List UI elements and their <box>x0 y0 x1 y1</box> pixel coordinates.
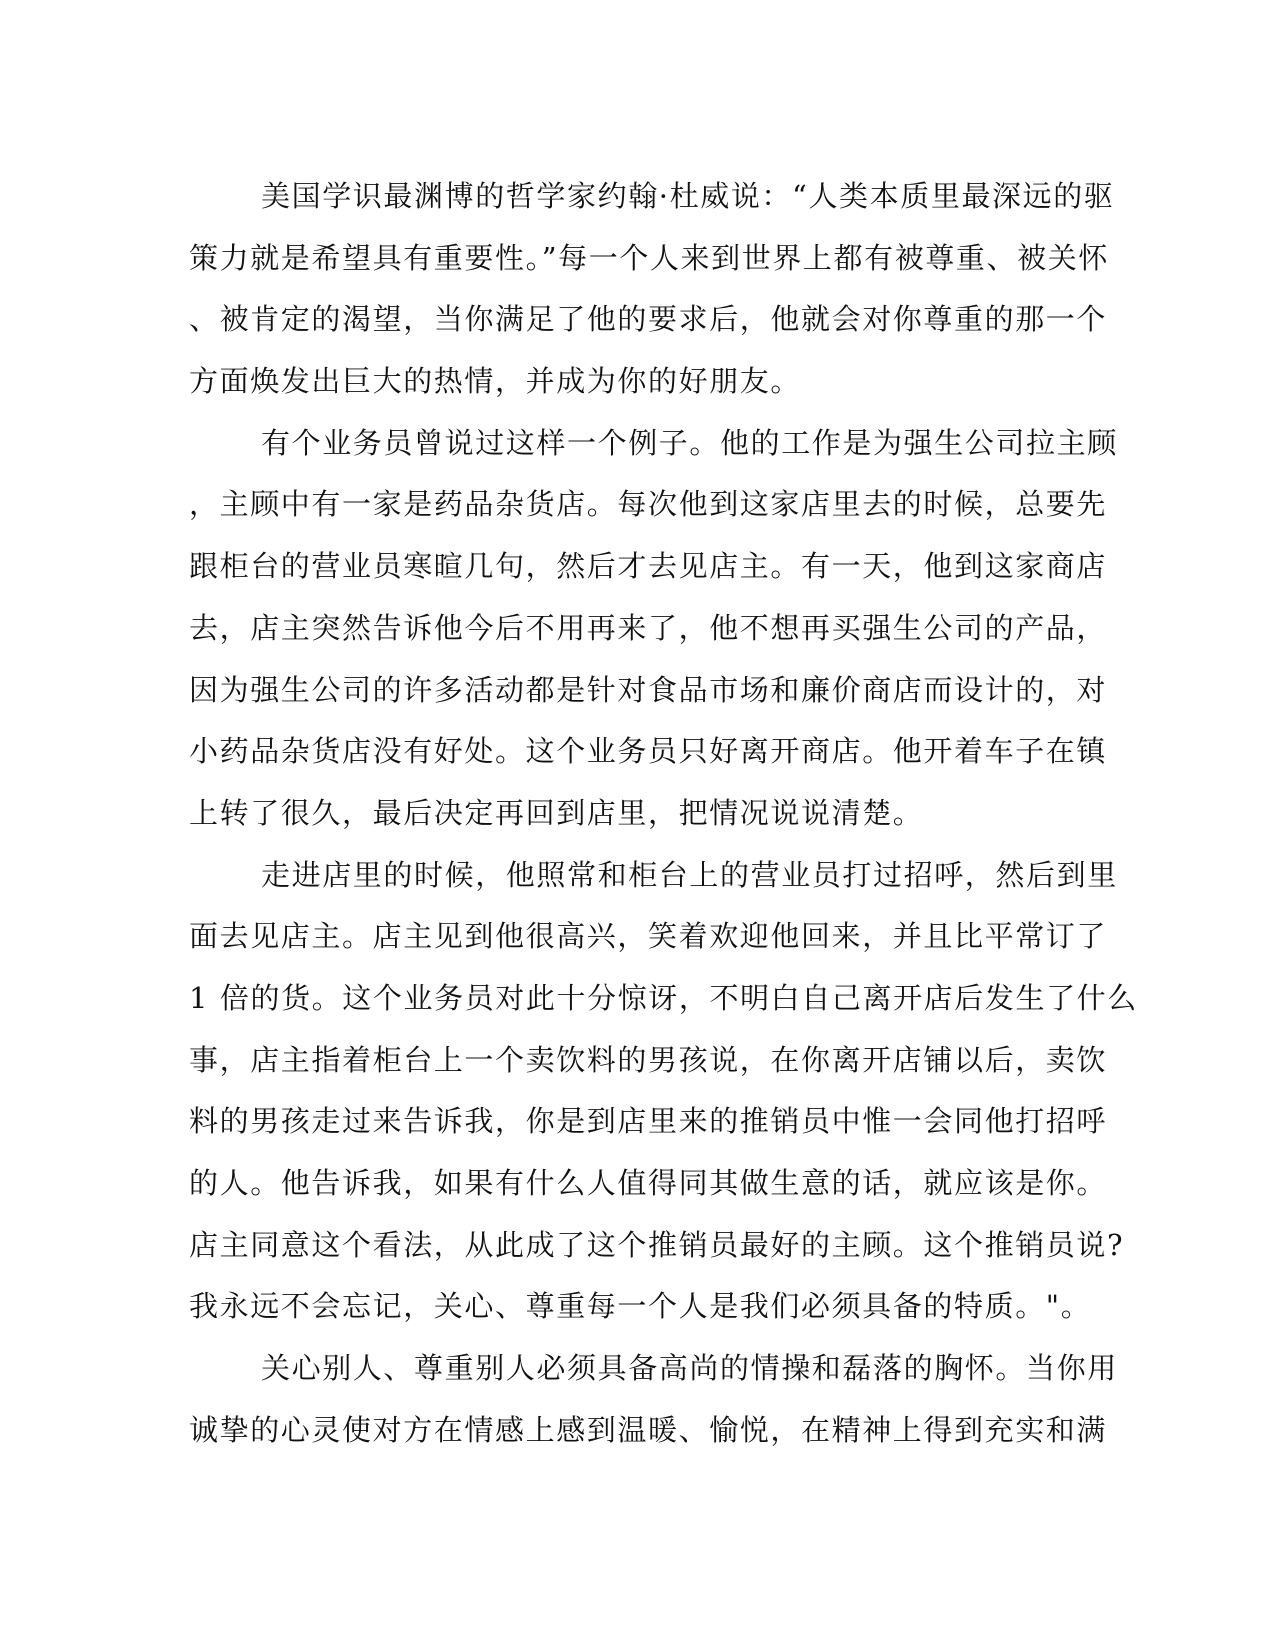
text-line: 我永远不会忘记，关心、尊重每一个人是我们必须具备的特质。"。 <box>189 1289 1092 1324</box>
text-line: 料的男孩走过来告诉我，你是到店里来的推销员中惟一会同他打招呼 <box>189 1104 1108 1139</box>
body-text <box>189 166 1138 1461</box>
text-line: 的人。他告诉我，如果有什么人值得同其做生意的话，就应该是你。 <box>189 1166 1108 1200</box>
text-line: 1 倍的货。这个业务员对此十分惊讶，不明白自己离开店后发生了什么 <box>189 980 1138 1015</box>
text-line: 走进店里的时候，他照常和柜台上的营业员打过招呼，然后到里 <box>261 857 1118 892</box>
text-line: 诚挚的心灵使对方在情感上感到温暖、愉悦，在精神上得到充实和满 <box>189 1412 1108 1447</box>
text-line: 关心别人、尊重别人必须具备高尚的情操和磊落的胸怀。当你用 <box>261 1351 1118 1386</box>
text-line: 有个业务员曾说过这样一个例子。他的工作是为强生公司拉主顾 <box>261 425 1118 460</box>
text-line: 策力就是希望具有重要性。”每一个人来到世界上都有被尊重、被关怀 <box>189 240 1109 275</box>
text-line: 小药品杂货店没有好处。这个业务员只好离开商店。他开着车子在镇 <box>189 734 1108 769</box>
text-line: 上转了很久，最后决定再回到店里，把情况说说清楚。 <box>189 795 924 830</box>
text-line: 事，店主指着柜台上一个卖饮料的男孩说，在你离开店铺以后，卖饮 <box>189 1042 1108 1077</box>
text-line: 店主同意这个看法，从此成了这个推销员最好的主顾。这个推销员说? <box>189 1227 1125 1262</box>
text-line: 、被肯定的渴望，当你满足了他的要求后，他就会对你尊重的那一个 <box>189 302 1108 337</box>
text-line: 因为强生公司的许多活动都是针对食品市场和廉价商店而设计的，对 <box>189 672 1108 707</box>
text-line: 方面焕发出巨大的热情，并成为你的好朋友。 <box>189 364 802 399</box>
text-line: 面去见店主。店主见到他很高兴，笑着欢迎他回来，并且比平常订了 <box>189 919 1108 954</box>
text-line: ，主顾中有一家是药品杂货店。每次他到这家店里去的时候，总要先 <box>189 487 1108 522</box>
text-line: 去，店主突然告诉他今后不用再来了，他不想再买强生公司的产品， <box>189 610 1108 645</box>
text-line: 美国学识最渊博的哲学家约翰·杜威说：“人类本质里最深远的驱 <box>261 179 1115 213</box>
text-line: 跟柜台的营业员寒暄几句，然后才去见店主。有一天，他到这家商店 <box>189 549 1108 584</box>
